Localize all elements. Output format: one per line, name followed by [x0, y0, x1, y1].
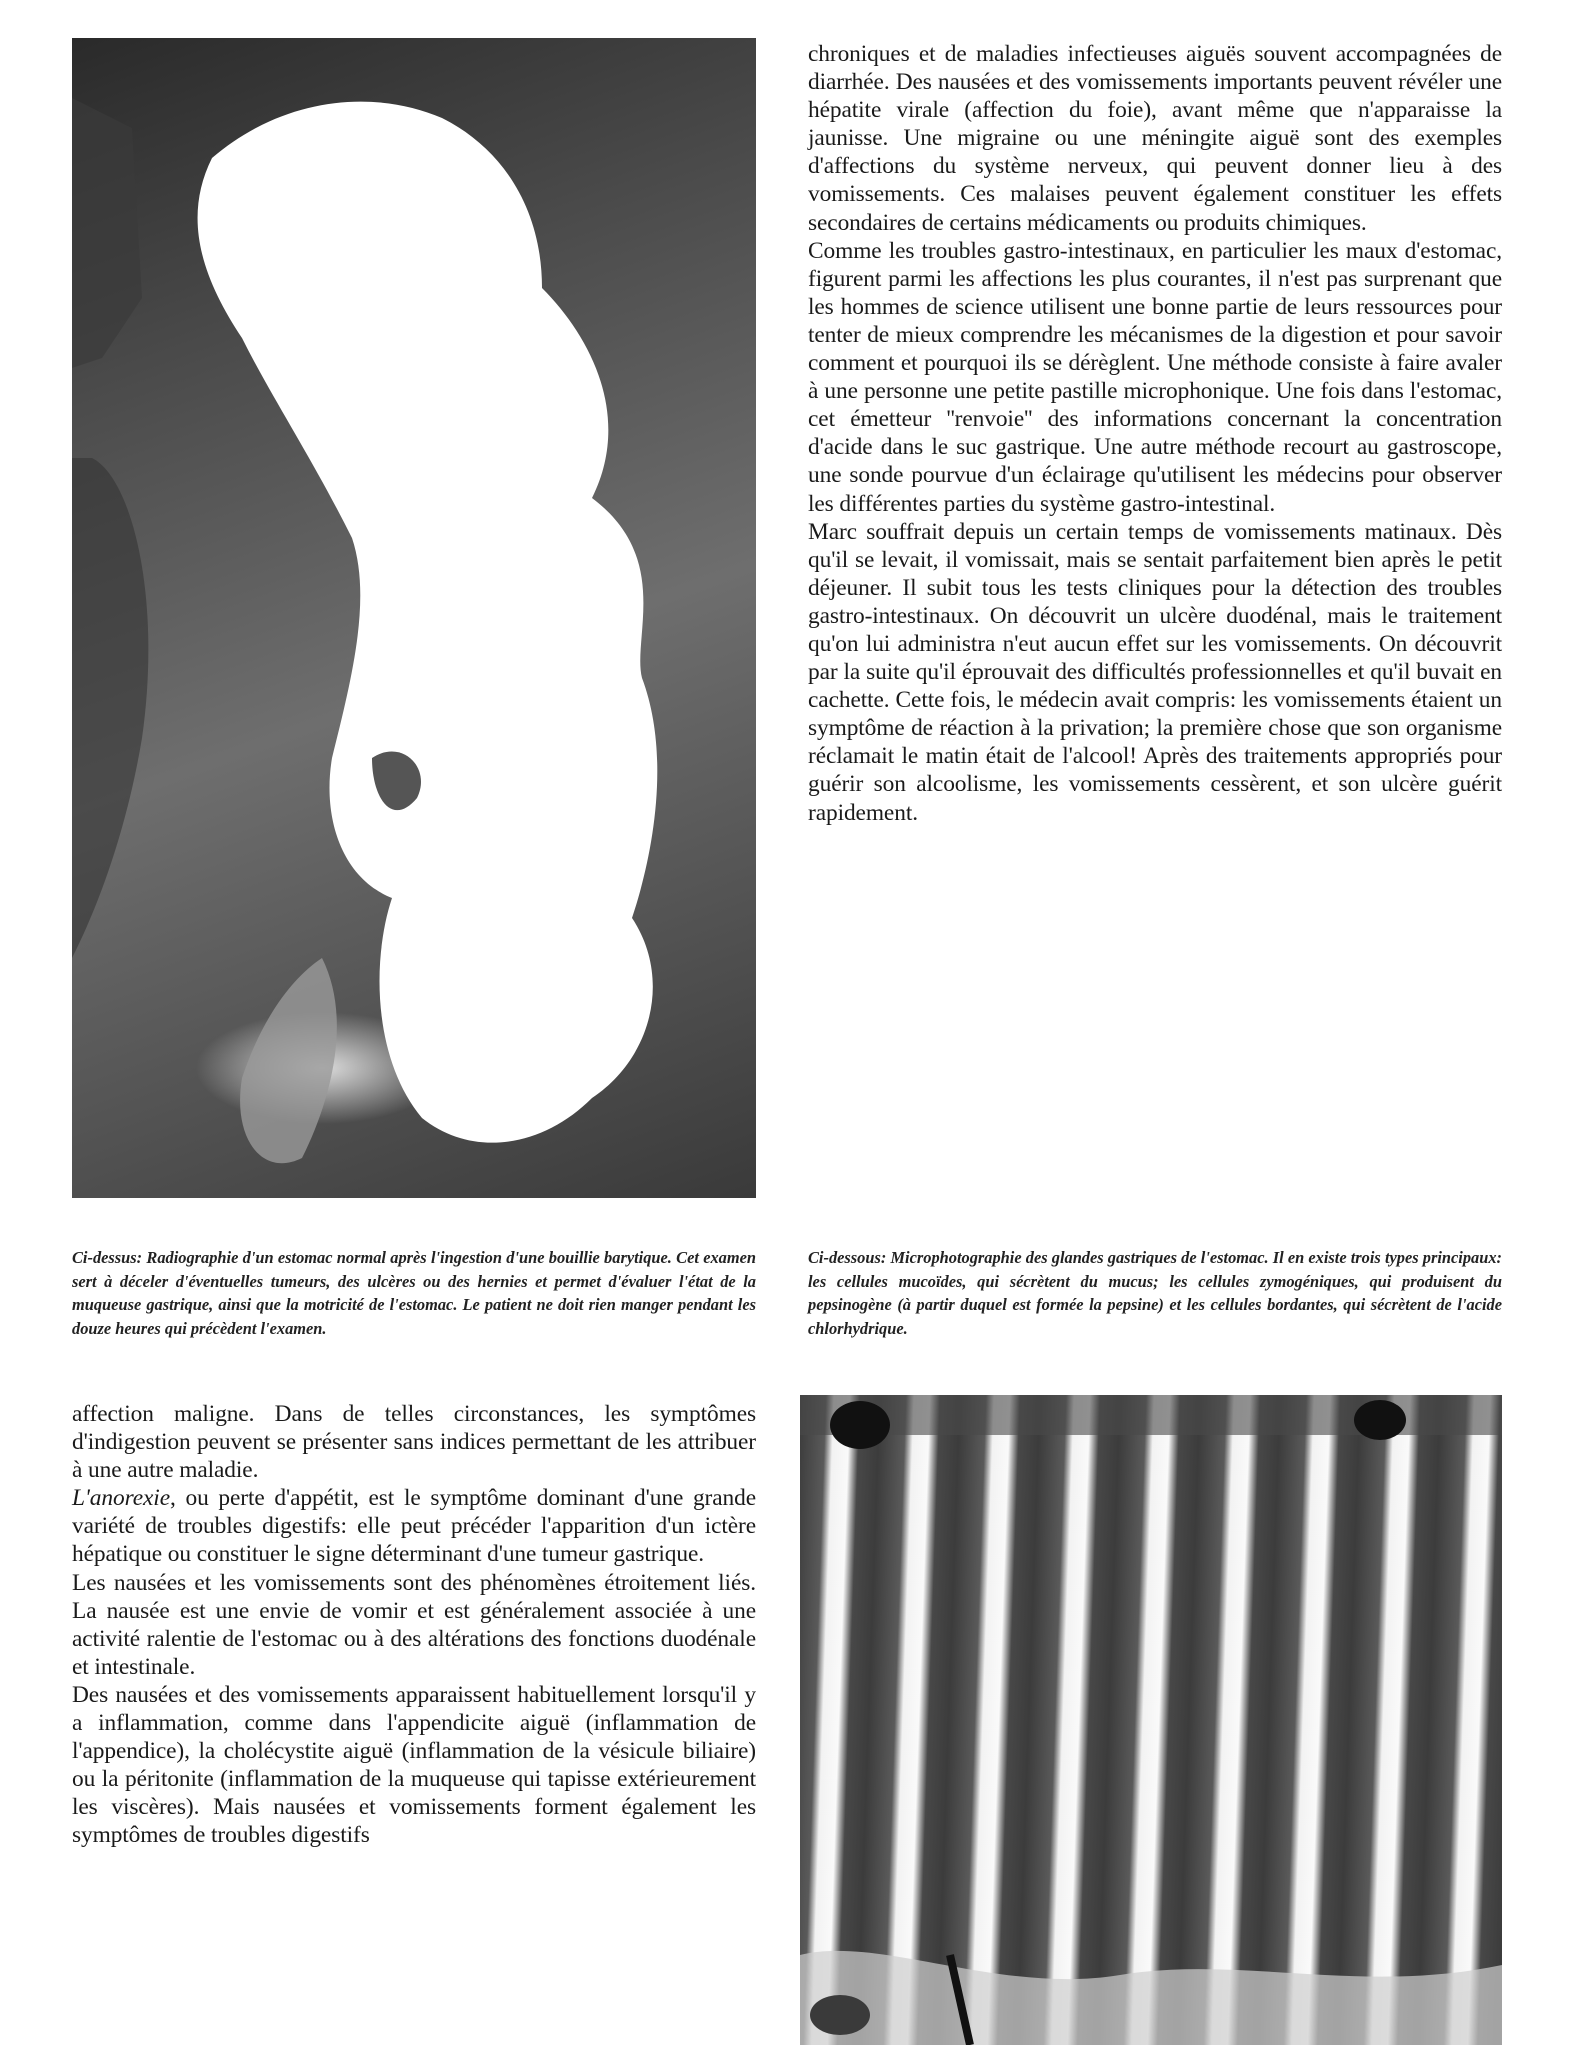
- stomach-xray-illustration: [72, 38, 756, 1198]
- right-column-text: [808, 40, 1502, 827]
- left-paragraph-4: Des nausées et des vomissements apparaissent habituellement lorsqu'il y a inflammation, comme dans l'appendicite aiguë (inflammation de l'appendice), la cholécystite aiguë (inflammation de la vésicule biliaire) ou la péritonite (inflammation de la muqueuse qui tapisse extérieurement les viscères). Mais nausées et vomissements forment également les symptômes de troubles digestifs: [72, 1681, 756, 1849]
- xray-caption: Ci-dessus: Radiographie d'un estomac normal après l'ingestion d'une bouillie barytique. Cet examen sert à déceler d'éventuelles tumeurs, des ulcères ou des hernies et permet d'évaluer l'état de la muqueuse gastrique, ainsi que la motricité de l'estomac. Le patient ne doit rien manger pendant les douze heures qui précèdent l'examen.: [72, 1248, 756, 1338]
- micrograph-caption: Ci-dessous: Microphotographie des glandes gastriques de l'estomac. Il en existe trois types principaux: les cellules mucoïdes, qui sécrètent du mucus; les cellules zymogéniques, qui produisent du pepsinogène (à partir duquel est formée la pepsine) et les cellules bordantes, qui sécrètent de l'acide chlorhydrique.: [808, 1248, 1502, 1338]
- stomach-xray-image: [72, 38, 756, 1198]
- right-paragraph-3: Marc souffrait depuis un certain temps de vomissements matinaux. Dès qu'il se levait, il vomissait, mais se sentait parfaitement bien après le petit déjeuner. Il subit tous les tests cliniques pour la détection des troubles gastro-intestinaux. On découvrit un ulcère duodénal, mais le traitement qu'on lui administra n'eut aucun effet sur les vomissements. On découvrit par la suite qu'il éprouvait des difficultés professionnelles et qu'il buvait en cachette. Cette fois, le médecin avait compris: les vomissements étaient un symptôme de réaction à la privation; la première chose que son organisme réclamait le matin était de l'alcool! Après des traitements appropriés pour guérir son alcoolisme, les vomissements cessèrent, et son ulcère guérit rapidement.: [808, 518, 1502, 826]
- left-paragraph-2: [72, 1484, 756, 1568]
- anorexie-term: L'anorexie: [72, 1485, 170, 1512]
- left-paragraph-3: Les nausées et les vomissements sont des phénomènes étroitement liés. La nausée est une envie de vomir et est généralement associée à une activité ralentie de l'estomac ou à des altérations des fonctions duodénale et intestinale.: [72, 1569, 756, 1680]
- gastric-glands-micrograph: [800, 1395, 1502, 2045]
- left-column-text: [72, 1400, 756, 1850]
- left-paragraph-1: affection maligne. Dans de telles circonstances, les symptômes d'indigestion peuvent se présenter sans indices permettant de les attribuer à une autre maladie.: [72, 1401, 756, 1484]
- right-paragraph-1: chroniques et de maladies infectieuses aiguës souvent accompagnées de diarrhée. Des nausées et des vomissements importants peuvent révéler une hépatite virale (affection du foie), avant même que n'apparaisse la jaunisse. Une migraine ou une méningite aiguë sont des exemples d'affections du système nerveux, qui peuvent donner lieu à des vomissements. Ces malaises peuvent également constituer les effets secondaires de certains médicaments ou produits chimiques.: [808, 41, 1502, 236]
- right-paragraph-2: Comme les troubles gastro-intestinaux, en particulier les maux d'estomac, figurent parmi les affections les plus courantes, il n'est pas surprenant que les hommes de science utilisent une bonne partie de leurs ressources pour tenter de mieux comprendre les mécanismes de la digestion et pour savoir comment et pourquoi ils se dérèglent. Une méthode consiste à faire avaler à une personne une petite pastille microphonique. Une fois dans l'estomac, cet émetteur ''renvoie'' des informations concernant la concentration d'acide dans le suc gastrique. Une autre méthode recourt au gastroscope, une sonde pourvue d'un éclairage qu'utilisent les médecins pour observer les différentes parties du système gastro-intestinal.: [808, 237, 1502, 517]
- left-paragraph-2-rest: , ou perte d'appétit, est le symptôme dominant d'une grande variété de troubles digestifs: elle peut précéder l'apparition d'un ictère hépatique ou constituer le signe déterminant d'une tumeur gastrique.: [72, 1485, 756, 1568]
- micrograph-illustration: [800, 1395, 1502, 2045]
